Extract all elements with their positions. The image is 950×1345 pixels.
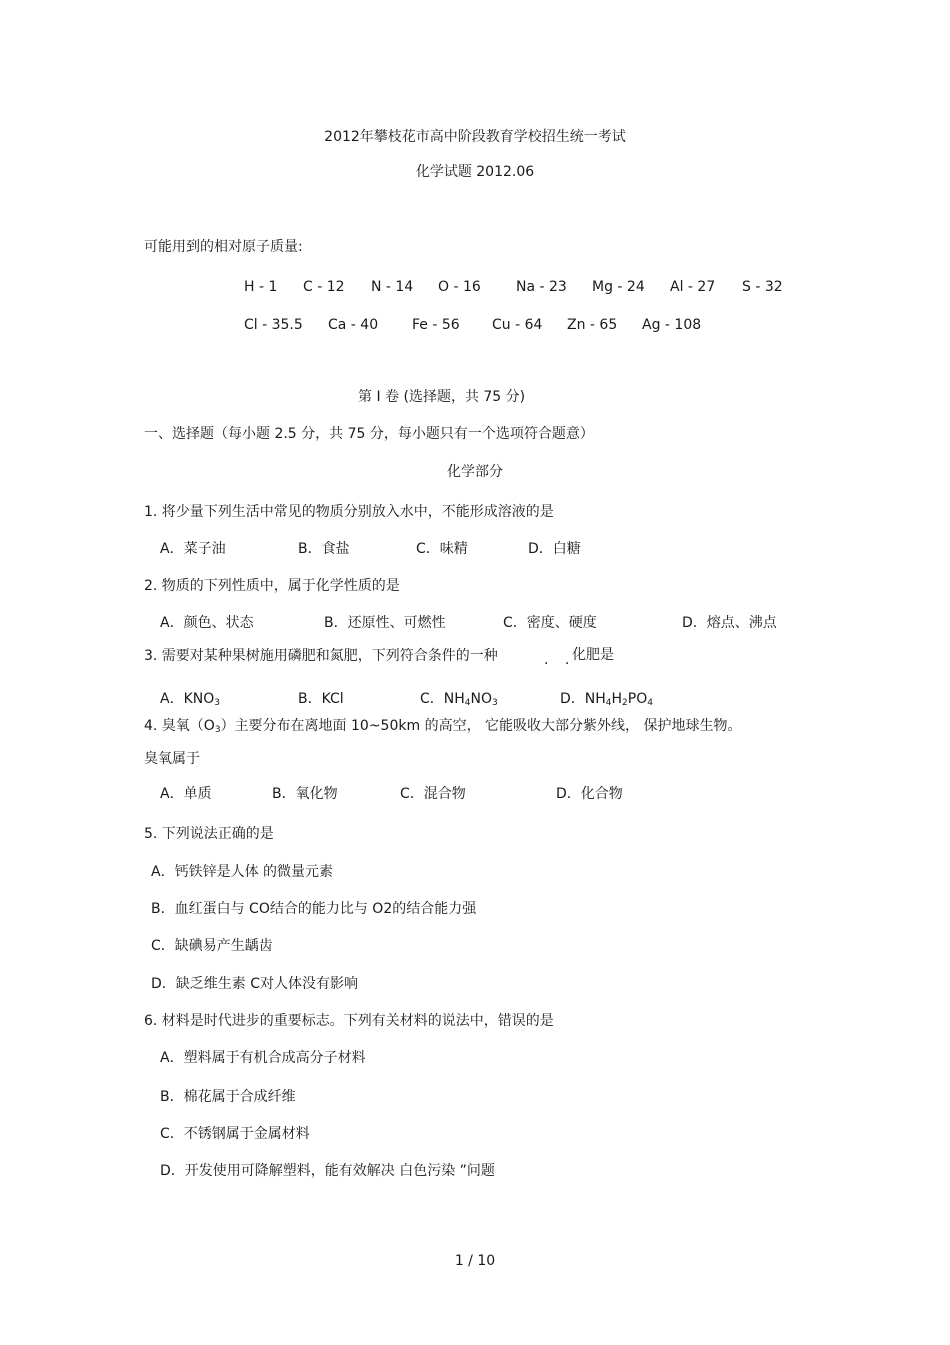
- question-1-option-c: C．味精: [416, 541, 468, 557]
- question-5-option-c: C．缺碘易产生龋齿: [151, 938, 273, 954]
- question-4-option-c: C．混合物: [400, 786, 466, 802]
- question-2-option-a: A．颜色、状态: [160, 615, 254, 631]
- question-5-stem: 5. 下列说法正确的是: [144, 826, 274, 842]
- atomic-mass-item: Mg - 24: [592, 279, 645, 295]
- question-1-option-d: D．白糖: [528, 541, 581, 557]
- question-5-option-d: D．缺乏维生素 C对人体没有影响: [151, 976, 359, 992]
- atomic-mass-item: H - 1: [244, 279, 278, 295]
- question-2-option-c: C．密度、硬度: [503, 615, 597, 631]
- question-4-option-b: B．氧化物: [272, 786, 338, 802]
- question-3-option-b: B．KCl: [298, 691, 344, 707]
- question-2-stem: 2. 物质的下列性质中，属于化学性质的是: [144, 578, 400, 594]
- atomic-mass-item: Cl - 35.5: [244, 317, 303, 333]
- atomic-mass-item: S - 32: [742, 279, 783, 295]
- question-6-option-c: C．不锈钢属于金属材料: [160, 1126, 310, 1142]
- part-heading: 一、选择题（每小题 2.5 分，共 75 分，每小题只有一个选项符合题意）: [144, 426, 594, 442]
- subject-heading: 化学部分: [447, 464, 503, 480]
- question-4-option-a: A．单质: [160, 786, 212, 802]
- question-1-option-b: B．食盐: [298, 541, 350, 557]
- atomic-mass-item: Na - 23: [516, 279, 567, 295]
- question-3-option-a: A．$KNO_3$: [160, 691, 220, 708]
- atomic-mass-item: O - 16: [438, 279, 481, 295]
- question-2-option-d: D．熔点、沸点: [682, 615, 777, 631]
- question-3-stem-end: 化肥是: [572, 647, 614, 663]
- exam-subtitle: 化学试题 2012.06: [415, 164, 535, 180]
- question-2-option-b: B．还原性、可燃性: [324, 615, 446, 631]
- atomic-mass-item: C - 12: [303, 279, 345, 295]
- atomic-mass-item: Zn - 65: [567, 317, 618, 333]
- page-number: 1 / 10: [454, 1253, 496, 1269]
- volume-title: 第 I 卷 (选择题，共 75 分): [358, 389, 526, 405]
- question-4-option-d: D．化合物: [556, 786, 623, 802]
- question-3-option-d: D．$NH_4H_2PO_4$: [560, 691, 653, 708]
- emphasis-dots: . .: [544, 652, 576, 668]
- atomic-mass-item: Ca - 40: [328, 317, 379, 333]
- atomic-mass-label: 可能用到的相对原子质量:: [144, 239, 303, 255]
- question-5-option-a: A．钙铁锌是人体 的微量元素: [151, 864, 334, 880]
- question-6-stem: 6. 材料是时代进步的重要标志。下列有关材料的说法中，错误的是: [144, 1013, 554, 1029]
- question-6-option-a: A．塑料属于有机合成高分子材料: [160, 1050, 366, 1066]
- question-4-stem-line-2: 臭氧属于: [144, 751, 200, 767]
- question-1-stem: 1. 将少量下列生活中常见的物质分别放入水中，不能形成溶液的是: [144, 504, 554, 520]
- atomic-mass-item: Al - 27: [670, 279, 716, 295]
- atomic-mass-item: Fe - 56: [412, 317, 460, 333]
- question-5-option-b: B．血红蛋白与 CO结合的能力比与 O2的结合能力强: [151, 901, 477, 917]
- question-6-option-d: D．开发使用可降解塑料，能有效解决 白色污染 ”问题: [160, 1163, 495, 1179]
- atomic-mass-item: N - 14: [371, 279, 414, 295]
- exam-title: 2012年攀枝花市高中阶段教育学校招生统一考试: [324, 129, 626, 145]
- question-1-option-a: A．菜子油: [160, 541, 226, 557]
- atomic-mass-item: Ag - 108: [642, 317, 702, 333]
- atomic-mass-item: Cu - 64: [492, 317, 543, 333]
- question-3-option-c: C．$NH_4NO_3$: [420, 691, 498, 708]
- question-4-stem-line-1: 4. 臭氧$(O_3)$主要分布在离地面 10~50km 的高空， 它能吸收大部分紫外线， 保护地球生物。: [144, 718, 742, 735]
- question-3-stem: 3. 需要对某种果树施用磷肥和氮肥，下列符合条件的一种: [144, 648, 498, 664]
- question-6-option-b: B．棉花属于合成纤维: [160, 1089, 296, 1105]
